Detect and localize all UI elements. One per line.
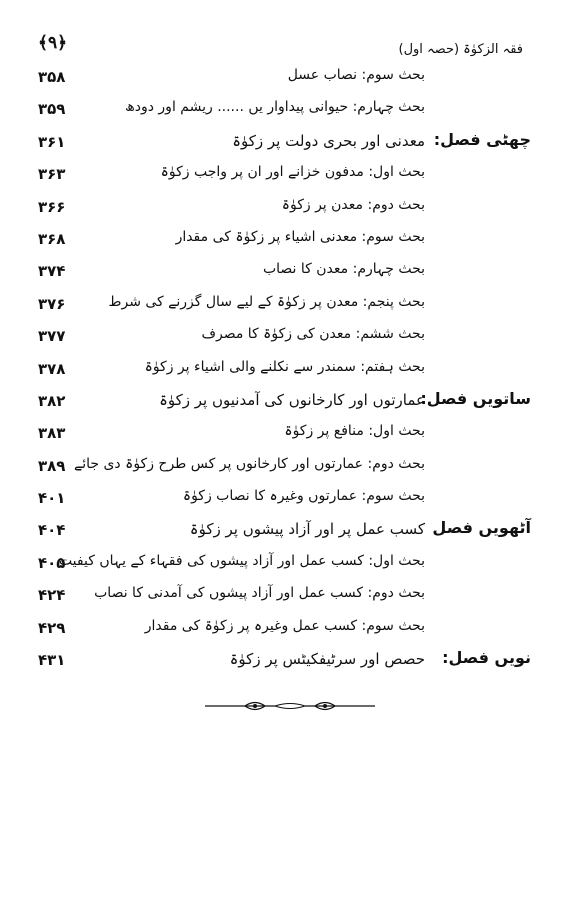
toc-entry: بحث چہارم: معدن کا نصاب [262,261,425,278]
toc-page-number: ۳۷۴ [38,262,66,281]
toc-page-number: ۳۶۱ [38,132,66,151]
toc-chapter-label: چھٹی فصل: [433,129,531,149]
toc-row [0,613,571,645]
book-title: فقہ الزکوٰۃ (حصہ اول) [398,42,523,57]
toc-page-number: ۴۲۹ [38,618,66,637]
toc-row [0,548,571,580]
toc-page-number: ۳۷۸ [38,359,66,378]
toc-entry: بحث سوم: نصاب عسل [287,67,425,83]
toc-entry: معدنی اور بحری دولت پر زکوٰۃ [232,131,425,150]
toc-entry: بحث دوم: کسب عمل اور آزاد پیشوں کی آمدنی کا نصاب [94,585,425,602]
toc-page-number: ۳۸۲ [38,391,66,410]
toc-row [0,645,571,677]
toc-page-number: ۳۷۶ [38,294,66,313]
toc-entry: بحث سوم: کسب عمل وغیرہ پر زکوٰۃ کی مقدار [144,617,425,634]
toc-chapter-label: نویں فصل: [442,648,531,668]
toc-row [0,94,571,126]
toc-entry: حصص اور سرٹیفکیٹس پر زکوٰۃ [229,650,425,669]
toc-page-number: ۳۷۷ [38,327,66,346]
toc-page-number: ۳۶۸ [38,229,66,248]
toc-row [0,580,571,612]
toc-entry: بحث اول: کسب عمل اور آزاد پیشوں کی فقہاء کے یہاں کیفیت [58,552,425,569]
toc-row [0,127,571,159]
toc-row [0,354,571,386]
toc-page-number: ۴۳۱ [38,651,66,670]
toc-entry: بحث دوم: عمارتوں اور کارخانوں پر کس طرح زکوٰۃ دی جائے [74,455,425,472]
toc-row [0,256,571,288]
toc-row [0,62,571,94]
toc-row [0,451,571,483]
toc-entry: کسب عمل پر اور آزاد پیشوں پر زکوٰۃ [189,520,425,539]
toc-row [0,192,571,224]
toc-chapter-label: آٹھویں فصل [432,518,531,538]
toc-row [0,159,571,191]
toc-entry: بحث دوم: معدن پر زکوٰۃ [281,196,425,213]
toc-page-number: ۳۶۶ [38,197,66,216]
toc-entry: بحث سوم: عمارتوں وغیرہ کا نصاب زکوٰۃ [182,488,425,505]
toc-row [0,386,571,418]
toc-row [0,483,571,515]
toc-page-number: ۳۸۳ [38,424,66,443]
toc-page-number: ۳۸۹ [38,456,66,475]
toc-row [0,289,571,321]
toc-row [0,321,571,353]
toc-chapter-label: ساتویں فصل: [420,388,531,408]
toc-page-number: ۴۰۴ [38,521,66,540]
toc-entry: بحث ہفتم: سمندر سے نکلنے والی اشیاء پر زکوٰۃ [144,358,425,375]
page-header [0,32,571,62]
toc-entry: عمارتوں اور کارخانوں کی آمدنیوں پر زکوٰۃ [159,390,425,409]
toc-entry: بحث سوم: معدنی اشیاء پر زکوٰۃ کی مقدار [175,228,425,245]
toc-page-number: ۳۵۸ [38,68,66,86]
toc-entry: بحث پنجم: معدن پر زکوٰۃ کے لیے سال گزرنے کی شرط [108,293,425,310]
ornament-divider-icon [205,698,375,714]
toc-page-number: ۴۰۵ [38,553,66,572]
toc-entry: بحث چہارم: حیوانی پیداوار یں ...... ریشم اور دودھ [124,99,425,116]
toc-entry: بحث اول: منافع پر زکوٰۃ [284,423,425,440]
toc-row [0,224,571,256]
toc-page-number: ۴۲۴ [38,586,66,605]
toc-page-number: ۳۶۳ [38,165,66,184]
toc-list [0,62,571,677]
page-number: ﴾۹﴿ [38,33,68,53]
toc-row [0,515,571,547]
toc-entry: بحث اول: مدفون خزانے اور ان پر واجب زکوٰۃ [160,164,425,181]
toc-page-number: ۴۰۱ [38,489,66,508]
toc-entry: بحث ششم: معدن کی زکوٰۃ کا مصرف [201,326,425,343]
toc-page-number: ۳۵۹ [38,100,66,119]
toc-row [0,418,571,450]
